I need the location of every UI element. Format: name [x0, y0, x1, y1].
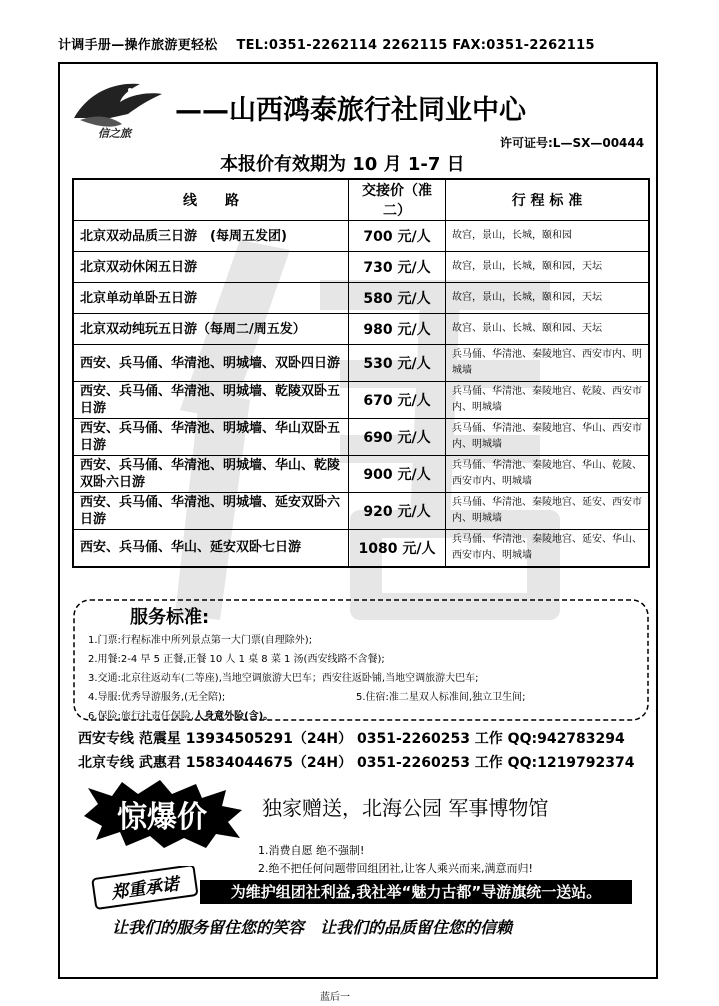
validity-notice: 本报价有效期为 10 月 1-7 日 — [220, 154, 465, 175]
service-motto: 让我们的服务留住您的笑容 让我们的品质留住您的信赖 — [112, 918, 513, 937]
route-cell: 西安、兵马俑、华清池、明城墙、乾陵双卧五日游 — [73, 382, 349, 419]
price-table — [72, 178, 650, 568]
table-row — [73, 283, 649, 314]
itinerary-cell: 兵马俑、华清池、秦陵地宫、华山、西安市内、明城墙 — [446, 419, 650, 456]
price-cell: 900 元/人 — [349, 456, 446, 493]
burst-text: 惊爆价 — [117, 800, 207, 835]
service-lodging: 5.住宿:准二星双人标准间,独立卫生间; — [356, 692, 526, 703]
service-insurance — [88, 707, 273, 722]
table-row — [73, 221, 649, 252]
itinerary-cell: 兵马俑、华清池、秦陵地宫、延安、华山、西安市内、明城墙 — [446, 530, 650, 567]
route-cell: 西安、兵马俑、华山、延安双卧七日游 — [73, 530, 349, 567]
price-cell: 580 元/人 — [349, 283, 446, 314]
page-header — [58, 34, 595, 53]
price-cell: 1080 元/人 — [349, 530, 446, 567]
column-header-price: 交接价（准二） — [349, 179, 446, 221]
price-cell: 670 元/人 — [349, 382, 446, 419]
price-cell: 530 元/人 — [349, 345, 446, 382]
price-cell: 700 元/人 — [349, 221, 446, 252]
route-cell: 西安、兵马俑、华清池、明城墙、华山、乾陵双卧六日游 — [73, 456, 349, 493]
service-ticket: 1.门票:行程标准中所列景点第一大门票(自理除外); — [88, 635, 313, 646]
price-cell: 690 元/人 — [349, 419, 446, 456]
service-insurance-bold: 人身意外险(含)。 — [194, 711, 274, 722]
table-row — [73, 382, 649, 419]
service-title: 服务标准: — [130, 607, 210, 628]
table-header-row — [73, 179, 649, 221]
route-cell: 北京单动单卧五日游 — [73, 283, 349, 314]
contact-xian: 西安专线 范震星 13934505291（24H） 0351-2260253 工作 QQ:942783294 — [78, 731, 625, 747]
route-cell: 北京双动休闲五日游 — [73, 252, 349, 283]
route-cell: 西安、兵马俑、华清池、明城墙、延安双卧六日游 — [73, 493, 349, 530]
route-cell: 西安、兵马俑、华清池、明城墙、双卧四日游 — [73, 345, 349, 382]
promo-line-1: 1.消费自愿 绝不强制! — [258, 844, 365, 857]
table-row — [73, 345, 649, 382]
service-guide: 4.导服:优秀导游服务,(无全陪); — [88, 692, 226, 703]
header-slogan: 计调手册—操作旅游更轻松 — [58, 38, 218, 53]
itinerary-cell: 故宫，景山，长城，颐和园 — [446, 221, 650, 252]
route-cell: 北京双动纯玩五日游（每周二/周五发） — [73, 314, 349, 345]
itinerary-cell: 故宫、景山、长城、颐和园、天坛 — [446, 314, 650, 345]
route-cell: 北京双动品质三日游 (每周五发团) — [73, 221, 349, 252]
itinerary-cell: 故宫，景山，长城，颐和园，天坛 — [446, 283, 650, 314]
price-cell: 980 元/人 — [349, 314, 446, 345]
pledge-badge — [90, 866, 200, 910]
route-cell: 西安、兵马俑、华清池、明城墙、华山双卧五日游 — [73, 419, 349, 456]
starburst-badge — [80, 780, 245, 850]
service-meal: 2.用餐:2-4 早 5 正餐,正餐 10 人 1 桌 8 菜 1 汤(西安线路不含餐); — [88, 654, 385, 665]
contact-beijing: 北京专线 武惠君 15834044675（24H） 0351-2260253 工作 QQ:1219792374 — [78, 755, 635, 771]
service-insurance-text: 6.保险:旅行社责任保险, — [88, 711, 195, 722]
itinerary-cell: 兵马俑、华清池、秦陵地宫、乾陵、西安市内、明城墙 — [446, 382, 650, 419]
eagle-logo-icon — [70, 80, 165, 140]
itinerary-cell: 故宫，景山，长城，颐和园，天坛 — [446, 252, 650, 283]
page-footer: 蓝后一 — [320, 992, 350, 1003]
column-header-route: 线 路 — [73, 179, 349, 221]
service-transport: 3.交通:北京往返动车(二等座),当地空调旅游大巴车；西安往返卧铺,当地空调旅游大巴车; — [88, 673, 479, 684]
price-cell: 730 元/人 — [349, 252, 446, 283]
table-row — [73, 530, 649, 567]
license-number: 许可证号:L—SX—00444 — [500, 136, 645, 150]
header-contact: TEL:0351-2262114 2262115 FAX:0351-2262115 — [236, 38, 595, 53]
table-row — [73, 493, 649, 530]
agency-title: ——山西鸿泰旅行社同业中心 — [175, 95, 526, 126]
table-row — [73, 456, 649, 493]
pledge-banner: 为维护组团社利益,我社举“魅力古都”导游旗统一送站。 — [200, 880, 632, 904]
column-header-itinerary: 行 程 标 准 — [446, 179, 650, 221]
table-row — [73, 314, 649, 345]
promo-line-2: 2.绝不把任何问题带回组团社,让客人乘兴而来,满意而归! — [258, 862, 533, 875]
pledge-badge-text: 郑重承诺 — [110, 874, 181, 904]
price-cell: 920 元/人 — [349, 493, 446, 530]
itinerary-cell: 兵马俑、华清池、秦陵地宫、延安、西安市内、明城墙 — [446, 493, 650, 530]
promo-title: 独家赠送，北海公园 军事博物馆 — [262, 796, 549, 820]
table-row — [73, 252, 649, 283]
logo-text: 信之旅 — [98, 127, 131, 140]
itinerary-cell: 兵马俑、华清池、秦陵地宫、华山、乾陵、西安市内、明城墙 — [446, 456, 650, 493]
itinerary-cell: 兵马俑、华清池、秦陵地宫、西安市内、明城墙 — [446, 345, 650, 382]
table-row — [73, 419, 649, 456]
